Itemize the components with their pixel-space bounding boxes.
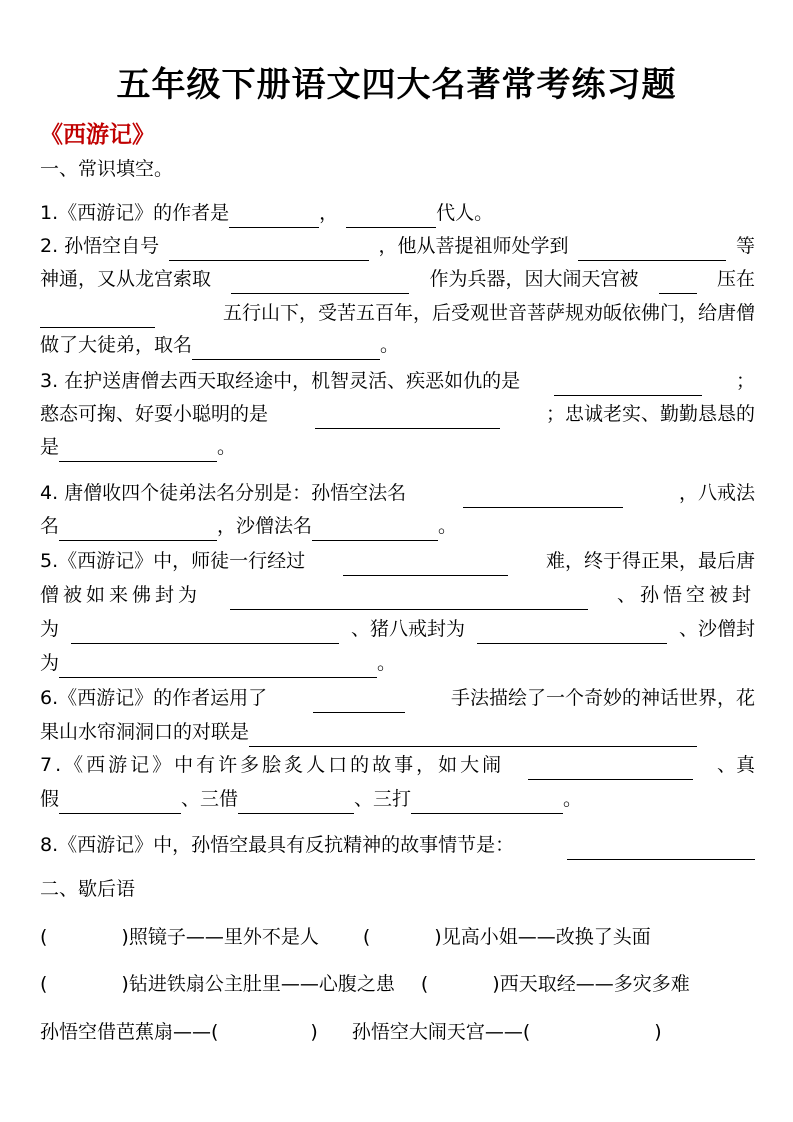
question-3-line-3 bbox=[40, 432, 755, 462]
q6-blank-couplet[interactable] bbox=[249, 724, 697, 747]
xiehouyu-row-3 bbox=[40, 1017, 755, 1047]
q1-blank-author[interactable] bbox=[229, 205, 319, 228]
q2-text-b: ，他从菩提祖师处学到 bbox=[378, 235, 569, 257]
q7-text-e: 、三打 bbox=[354, 788, 412, 810]
question-3-line-2 bbox=[40, 399, 755, 429]
q3-text-f: 。 bbox=[217, 436, 237, 458]
q2-blank-title[interactable] bbox=[169, 238, 369, 261]
q8-blank-story[interactable] bbox=[567, 837, 755, 860]
q6-blank-technique[interactable] bbox=[313, 690, 405, 713]
question-2-line-3 bbox=[40, 298, 755, 328]
xhy-4-open-paren: ( bbox=[420, 973, 429, 995]
q1-text-a: 1.《西游记》的作者是 bbox=[40, 202, 230, 224]
q7-text-b: 、真 bbox=[716, 754, 755, 776]
q2-blank-name[interactable] bbox=[192, 337, 380, 360]
q3-text-d: ；忠诚老实、勤勤恳恳的 bbox=[545, 403, 755, 425]
xiehouyu-row-1 bbox=[40, 922, 755, 952]
q4-text-a: 4. 唐僧收四个徒弟法名分别是：孙悟空法名 bbox=[40, 482, 407, 504]
q2-text-f: 压在 bbox=[716, 268, 755, 290]
question-2-line-4 bbox=[40, 330, 755, 360]
question-6-line-2 bbox=[40, 717, 755, 747]
q5-text-e: 为 bbox=[40, 618, 60, 640]
book-title: 《西游记》 bbox=[40, 122, 155, 148]
xiehouyu-row-2 bbox=[40, 969, 755, 999]
q3-text-e: 是 bbox=[40, 436, 60, 458]
q7-blank-1[interactable] bbox=[528, 757, 693, 780]
q6-text-c: 果山水帘洞洞口的对联是 bbox=[40, 721, 250, 743]
q4-blank-bajie[interactable] bbox=[59, 518, 217, 541]
q2-text-c: 等 bbox=[735, 235, 755, 257]
question-6-line-1 bbox=[40, 683, 755, 713]
xhy-1-open-paren: ( bbox=[40, 926, 48, 948]
xhy-3-text: 钻进铁扇公主肚里——心腹之患 bbox=[128, 973, 395, 995]
xhy-1-close-paren: ) bbox=[121, 926, 129, 948]
q7-text-a: 7.《西游记》中有许多脍炙人口的故事，如大闹 bbox=[40, 754, 505, 776]
q3-text-c: 憨态可掬、好耍小聪明的是 bbox=[40, 403, 269, 425]
q2-text-g: 五行山下，受苦五百年，后受观世音菩萨规劝皈依佛门，给唐僧 bbox=[222, 302, 755, 324]
q6-text-a: 6.《西游记》的作者运用了 bbox=[40, 687, 268, 709]
question-8-line bbox=[40, 830, 755, 860]
q5-text-c: 僧被如来佛封为 bbox=[40, 584, 202, 606]
q7-blank-3[interactable] bbox=[238, 791, 354, 814]
q5-blank-tang[interactable] bbox=[230, 587, 588, 610]
q5-text-i: 。 bbox=[377, 652, 397, 674]
question-1-line bbox=[40, 198, 755, 228]
q3-blank-3[interactable] bbox=[59, 439, 217, 462]
question-3-line-1 bbox=[40, 366, 755, 396]
q5-text-a: 5.《西游记》中，师徒一行经过 bbox=[40, 550, 306, 572]
xhy-6-text: 孙悟空大闹天宫——( bbox=[351, 1021, 531, 1043]
question-5-line-4 bbox=[40, 648, 755, 678]
section-heading-1: 一、常识填空。 bbox=[40, 158, 174, 180]
q2-text-e: 作为兵器，因大闹天宫被 bbox=[429, 268, 639, 290]
q2-text-h: 做了大徒弟，取名 bbox=[40, 334, 193, 356]
q7-text-c: 假 bbox=[40, 788, 60, 810]
q1-text-c: 代人。 bbox=[436, 202, 494, 224]
q5-text-b: 难，终于得正果，最后唐 bbox=[545, 550, 755, 572]
xhy-3-close-paren: ) bbox=[121, 973, 129, 995]
q7-blank-4[interactable] bbox=[411, 791, 563, 814]
q5-text-d: 、孙悟空被封 bbox=[616, 584, 755, 606]
question-4-line-2 bbox=[40, 511, 755, 541]
xhy-1-text: 照镜子——里外不是人 bbox=[128, 926, 319, 948]
xhy-6-close-paren: ) bbox=[654, 1021, 662, 1043]
q3-text-b: ； bbox=[735, 370, 755, 392]
question-5-line-3 bbox=[40, 614, 755, 644]
q7-text-d: 、三借 bbox=[181, 788, 239, 810]
q5-text-h: 为 bbox=[40, 652, 60, 674]
q5-blank-wukong[interactable] bbox=[71, 621, 339, 644]
q2-text-a: 2. 孙悟空自号 bbox=[40, 235, 160, 257]
q7-blank-2[interactable] bbox=[59, 791, 181, 814]
xhy-4-close-paren: ) bbox=[492, 973, 500, 995]
question-7-line-2 bbox=[40, 784, 755, 814]
xhy-2-text: 见高小姐——改换了头面 bbox=[441, 926, 651, 948]
q6-text-b: 手法描绘了一个奇妙的神话世界，花 bbox=[450, 687, 755, 709]
q2-blank-place[interactable] bbox=[40, 305, 155, 328]
q2-blank-weapon[interactable] bbox=[231, 271, 409, 294]
section-heading-2: 二、歇后语 bbox=[40, 878, 136, 900]
q2-blank-skills[interactable] bbox=[578, 238, 726, 261]
question-4-line-1 bbox=[40, 478, 755, 508]
q4-blank-sha[interactable] bbox=[312, 518, 438, 541]
q7-text-f: 。 bbox=[563, 788, 583, 810]
question-7-line-1 bbox=[40, 750, 755, 780]
q3-blank-2[interactable] bbox=[315, 406, 500, 429]
q4-text-c: 名 bbox=[40, 515, 60, 537]
q2-blank-person[interactable] bbox=[659, 271, 697, 294]
xhy-5-text: 孙悟空借芭蕉扇——( bbox=[40, 1021, 219, 1043]
q4-blank-wukong[interactable] bbox=[463, 485, 623, 508]
q5-text-f: 、猪八戒封为 bbox=[350, 618, 465, 640]
xhy-4-text: 西天取经——多灾多难 bbox=[499, 973, 690, 995]
question-2-line-1 bbox=[40, 231, 755, 261]
q3-blank-1[interactable] bbox=[554, 373, 702, 396]
q4-text-d: ，沙僧法名 bbox=[217, 515, 313, 537]
question-5-line-2 bbox=[40, 580, 755, 610]
q4-text-b: ，八戒法 bbox=[678, 482, 755, 504]
q1-blank-dynasty[interactable] bbox=[346, 205, 436, 228]
xhy-5-close-paren: ) bbox=[310, 1021, 318, 1043]
question-5-line-1 bbox=[40, 546, 755, 576]
q5-blank-sha[interactable] bbox=[59, 655, 377, 678]
q5-blank-bajie[interactable] bbox=[477, 621, 667, 644]
question-2-line-2 bbox=[40, 264, 755, 294]
q4-text-e: 。 bbox=[438, 515, 458, 537]
q5-blank-trials[interactable] bbox=[343, 553, 508, 576]
xhy-3-open-paren: ( bbox=[40, 973, 48, 995]
q1-text-b: ， bbox=[319, 202, 339, 224]
q5-text-g: 、沙僧封 bbox=[678, 618, 755, 640]
xhy-2-open-paren: ( bbox=[362, 926, 371, 948]
q2-text-i: 。 bbox=[380, 334, 400, 356]
q8-text-a: 8.《西游记》中，孙悟空最具有反抗精神的故事情节是： bbox=[40, 834, 515, 856]
q3-text-a: 3. 在护送唐僧去西天取经途中，机智灵活、疾恶如仇的是 bbox=[40, 370, 521, 392]
page-title: 五年级下册语文四大名著常考练习题 bbox=[116, 65, 677, 105]
q2-text-d: 神通，又从龙宫索取 bbox=[40, 268, 212, 290]
xhy-2-close-paren: ) bbox=[434, 926, 442, 948]
